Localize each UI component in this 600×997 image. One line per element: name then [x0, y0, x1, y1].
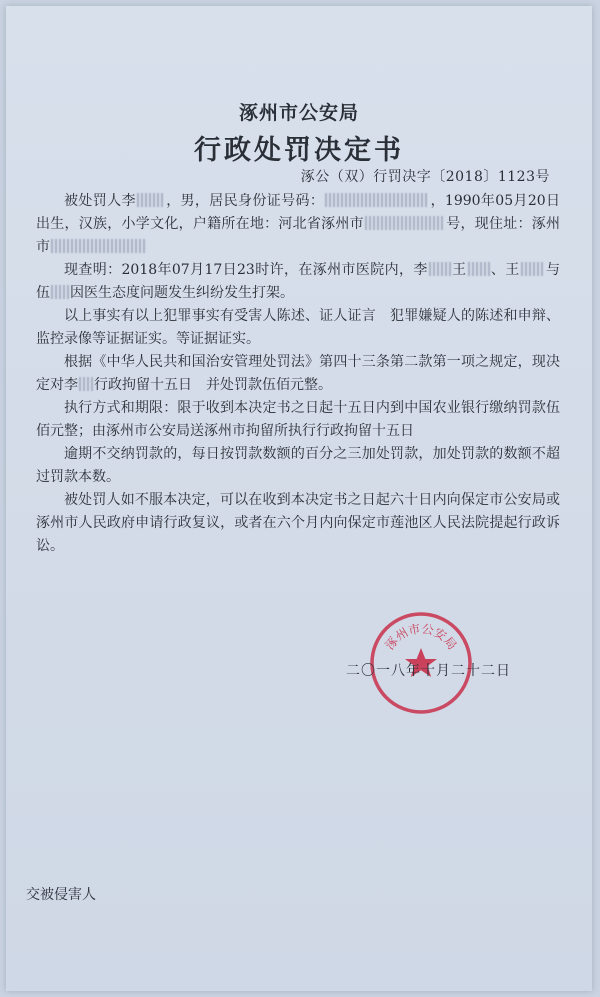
- paragraph-evidence: 以上事实有以上犯罪事实有受害人陈述、证人证言 犯罪嫌疑人的陈述和申辩、监控录像等证据证实。等证据证实。: [36, 308, 560, 347]
- document-body: [36, 190, 560, 558]
- redacted-name: [137, 193, 165, 207]
- paragraph-decision: 根据《中华人民共和国治安管理处罚法》第四十三条第二款第一项之规定，现决定对李 行政拘留十五日 并处罚款伍佰元整。: [36, 354, 560, 393]
- paragraph-execution: 执行方式和期限：限于收到本决定书之日起十五日内到中国农业银行缴纳罚款伍佰元整；由涿州市公安局送涿州市拘留所执行行政拘留十五日: [36, 400, 560, 439]
- redacted-address: [365, 216, 445, 230]
- redacted-id-number: [325, 193, 429, 207]
- delivery-note: 交被侵害人: [26, 887, 96, 903]
- paragraph-late-penalty: 逾期不交纳罚款的，每日按罚款数额的百分之三加处罚款，加处罚款的数额不超过罚款本数。: [36, 446, 560, 485]
- svg-text:涿州市公安局: [383, 622, 460, 653]
- seal-text: 涿州市公安局: [382, 621, 460, 653]
- document-page: [6, 6, 592, 991]
- redacted-name: [468, 262, 490, 276]
- paragraph-offender-info: 被处罚人李 ，男，居民身份证号码： ，1990年05月20日出生，汉族，小学文化，户籍所在地：河北省涿州市 号，现住址：涿州市: [36, 193, 561, 255]
- redacted-name: [79, 377, 93, 391]
- issue-date: 二〇一八年十月二十二日: [346, 663, 511, 679]
- paragraph-findings: 现查明：2018年07月17日23时许，在涿州市医院内，李 王 、王 与伍 因医生态度问题发生纠纷发生打架。: [36, 262, 561, 301]
- issuing-authority: 涿州市公安局: [238, 102, 359, 124]
- redacted-name: [51, 285, 69, 299]
- redacted-name: [521, 262, 545, 276]
- redacted-name: [429, 262, 451, 276]
- document-title: 行政处罚决定书: [194, 135, 404, 166]
- redacted-residence: [51, 239, 147, 253]
- paragraph-appeal-rights: 被处罚人如不服本决定，可以在收到本决定书之日起六十日内向保定市公安局或涿州市人民政府申请行政复议，或者在六个月内向保定市莲池区人民法院提起行政诉讼。: [36, 492, 560, 554]
- document-number: 涿公（双）行罚决字〔2018〕1123号: [300, 169, 550, 185]
